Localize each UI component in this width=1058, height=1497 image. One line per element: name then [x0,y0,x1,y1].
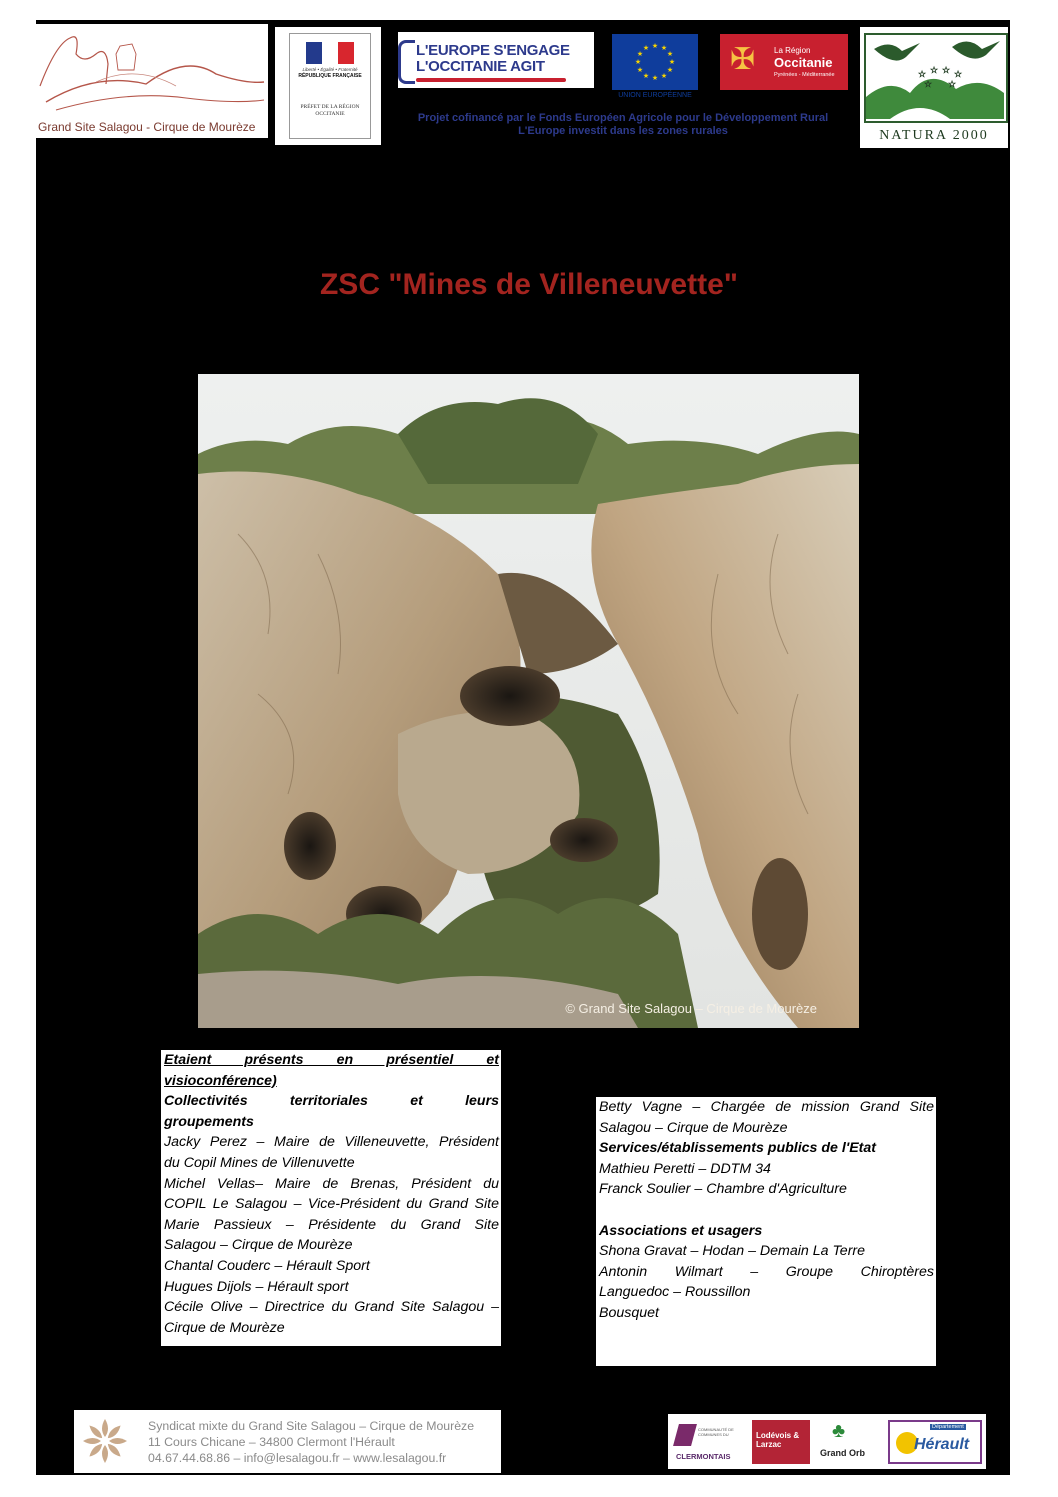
svg-text:★: ★ [651,74,659,82]
prefet-title: PRÉFET DE LA RÉGION OCCITANIE [300,104,360,118]
french-flag-icon [306,42,354,64]
feader-line2: L'Europe investit dans les zones rurales [518,125,728,138]
attendee-line: Cécile Olive – Directrice du Grand Site Salagou – [164,1299,499,1316]
photo-credit: © Grand Site Salagou – Cirque de Mourèze [565,1001,817,1016]
grand-site-name: Grand Site Salagou - Cirque de Mourèze [38,120,256,134]
grand-orb-icon: ♣ [832,1420,846,1442]
footer-line1: Syndicat mixte du Grand Site Salagou – Cirque de Mourèze [148,1419,475,1433]
partner2-name: Lodévois & Larzac [756,1431,800,1449]
attendees-right-box [596,1097,936,1366]
mine-photo [198,374,859,1028]
partner4-small: Département [932,1424,964,1430]
svg-text:★: ★ [666,50,674,58]
attendance-heading-l2: visioconférence) [164,1072,277,1089]
natura-label: NATURA 2000 [879,128,989,143]
svg-text:☆: ☆ [947,79,957,89]
svg-text:☆: ☆ [941,65,951,75]
footer-contact [74,1410,501,1473]
europe-line1: L'EUROPE S'ENGAGE [416,42,570,59]
attendee-line: Mathieu Peretti – DDTM 34 [599,1160,771,1177]
attendee-line: Antonin Wilmart – Groupe Chiroptères [599,1263,934,1280]
footer-lines [148,1418,474,1466]
svg-text:★: ★ [651,42,659,50]
lodevois-logo [752,1420,810,1464]
collectivites-heading-l2: groupements [164,1113,254,1130]
prefet-logo [275,27,381,145]
natura2000-logo [860,27,1008,148]
attendee-line: Salagou – Cirque de Mourèze [164,1237,353,1254]
collectivites-heading-l1: Collectivités territoriales et leurs [164,1093,499,1110]
attendee-line: Jacky Perez – Maire de Villeneuvette, Président [164,1134,499,1151]
attendee-line: Chantal Couderc – Hérault Sport [164,1257,370,1274]
svg-text:★: ★ [660,44,668,52]
syndicat-logo-icon [80,1416,130,1466]
svg-text:★: ★ [642,44,650,52]
footer-partners [668,1414,986,1469]
eu-caption: UNION EUROPÉENNE [618,92,692,99]
grand-site-drawing-icon [36,24,268,119]
herault-logo [888,1420,982,1464]
eu-flag-icon [612,34,698,90]
attendee-line: Hugues Dijols – Hérault sport [164,1278,349,1295]
attendee-line: Marie Passieux – Présidente du Grand Site [164,1216,499,1233]
svg-text:★: ★ [636,66,644,74]
feader-caption [396,112,850,138]
prefet-republic: RÉPUBLIQUE FRANÇAISE [298,73,362,79]
partner3-name: Grand Orb [820,1448,866,1458]
svg-text:★: ★ [642,72,650,80]
attendee-line: Betty Vagne – Chargée de mission Grand Site [599,1099,934,1115]
attendee-line: COPIL Le Salagou – Vice-Président du Grand Site [164,1196,499,1213]
attendee-line: Bousquet [599,1304,659,1321]
spacer [599,1200,934,1221]
attendee-line: Salagou – Cirque de Mourèze [599,1119,788,1136]
svg-text:★: ★ [660,72,668,80]
partner1-small: COMMUNAUTÉ DE COMMUNES DU [698,1427,734,1437]
europe-bracket-icon [398,40,415,84]
occitanie-name: Occitanie [774,55,833,70]
prefet-frame [289,33,371,139]
clermontais-mark-icon [673,1424,697,1446]
occitanie-logo [720,34,848,90]
partner4-name: Hérault [914,1436,970,1453]
occitanie-sub: Pyrénées - Méditerranée [774,72,835,78]
svg-text:★: ★ [636,50,644,58]
attendee-line: Shona Gravat – Hodan – Demain La Terre [599,1243,866,1260]
associations-heading: Associations et usagers [599,1222,763,1239]
svg-text:★: ★ [666,66,674,74]
svg-text:☆: ☆ [917,69,927,79]
attendee-line: Franck Soulier – Chambre d'Agriculture [599,1181,847,1198]
footer-line3: 04.67.44.68.86 – info@lesalagou.fr – www.lesalagou.fr [148,1451,447,1465]
attendee-line: du Copil Mines de Villenuvette [164,1154,355,1171]
svg-text:☆: ☆ [929,65,939,75]
occitanie-small: La Région [774,46,811,55]
footer-line2: 11 Cours Chicane – 34800 Clermont l'Hérault [148,1435,395,1449]
europe-engage-logo [398,32,594,88]
svg-text:☆: ☆ [923,79,933,89]
feader-line1: Projet cofinancé par le Fonds Européen Agricole pour le Développement Rural [417,112,829,124]
attendance-heading-l1: Etaient présents en présentiel et [164,1052,499,1068]
europe-line2: L'OCCITANIE AGIT [416,58,545,75]
svg-text:☆: ☆ [953,69,963,79]
attendee-line: Michel Vellas– Maire de Brenas, Président du [164,1175,499,1192]
attendee-line: Cirque de Mourèze [164,1319,285,1336]
mine-photo-image [198,374,859,1028]
clermontais-logo [672,1420,744,1464]
svg-text:★: ★ [634,58,642,66]
occitan-cross-icon: ✠ [730,43,756,76]
services-heading: Services/établissements publics de l'Etat [599,1140,876,1157]
grand-orb-logo [818,1420,868,1464]
svg-text:★: ★ [668,58,676,66]
europe-underline [416,78,566,82]
document-title: ZSC "Mines de Villeneuvette" [319,268,738,301]
natura-birds-icon [860,27,1008,127]
prefet-motto: Liberté • Égalité • Fraternité [302,67,358,72]
grand-site-logo [36,24,268,138]
attendees-left-box [161,1050,501,1346]
attendee-line: Languedoc – Roussillon [599,1284,751,1301]
partner1-name: CLERMONTAIS [676,1452,731,1461]
